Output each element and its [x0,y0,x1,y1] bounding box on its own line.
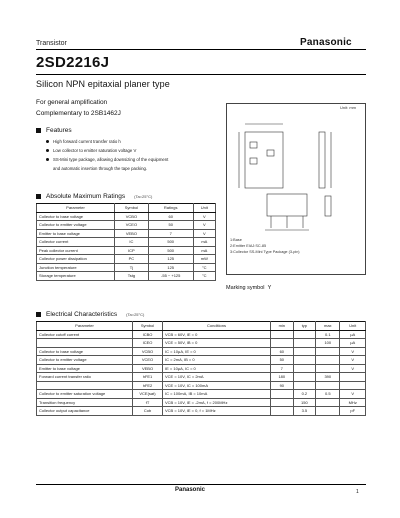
section-square-icon [36,194,41,199]
table-row: Collector output capacitance Cob VCB = 10V, IE = 0, f = 1MHz 3.5 pF [37,407,366,416]
application-line: For general amplification [36,99,108,106]
part-number: 2SD2216J [36,54,110,71]
table-row: Emitter to base voltage VEBO 7 V [37,229,216,238]
features-heading: Features [36,127,72,134]
col-ratings: Ratings [148,204,193,213]
table-row: Collector power dissipation PC 125 mW [37,255,216,264]
section-square-icon [36,128,41,133]
table-row: Collector to emitter saturation voltage VCE(sat) IC = 100mA, IB = 10mA 0.2 0.5 V [37,390,366,399]
table-row: Collector cutoff current ICBO VCB = 60V, IE = 0 0.1 μA [37,330,366,339]
title-rule [36,74,366,75]
features-list [46,137,168,173]
unit-label: Unit: mm [340,105,356,110]
col-min: min [271,322,294,331]
table-row: ICEO VCE = 50V, IB = 0 100 μA [37,339,366,348]
table-row: Peak collector current ICP 500 mA [37,246,216,255]
abs-max-table [36,203,216,281]
footer-brand-logo: Panasonic [175,487,206,493]
table-row: Collector to base voltage VCBO IC = 10μA, IE = 0 60 V [37,347,366,356]
page-number: 1 [356,489,359,495]
section-square-icon [36,312,41,317]
subtitle: Silicon NPN epitaxial planer type [36,79,170,89]
table-row: Storage temperature Tstg -55 ~ +125 °C [37,272,216,281]
table-row: Transition frequency fT VCB = 10V, IE = -2mA, f = 200MHz 150 MHz [37,398,366,407]
marking-symbol: Marking symbol Y [226,285,272,291]
complementary-line: Complementary to 2SB1462J [36,110,121,117]
table-row: Forward current transfer ratio hFE1 VCE = 10V, IC = 2mA 180 390 [37,373,366,382]
feature-item: SS-Mini type package, allowing downsizing of the equipment [46,155,168,164]
col-symbol: Symbol [133,322,163,331]
col-conditions: Conditions [163,322,271,331]
table-row: Emitter to base voltage VEBO IE = 10μA, IC = 0 7 V [37,364,366,373]
table-row: Collector to emitter voltage VCEO IC = 2mA, IB = 0 50 V [37,356,366,365]
col-parameter: Parameter [37,322,133,331]
feature-item: Low collector to emitter saturation voltage V [46,146,168,155]
electrical-table [36,321,366,416]
category-label: Transistor [36,40,67,47]
footer-rule [36,484,366,485]
abs-max-heading: Absolute Maximum Ratings (Ta=25°C) [36,193,152,200]
table-row: Collector current IC 500 mA [37,238,216,247]
table-row: Collector to emitter voltage VCEO 50 V [37,221,216,230]
table-row: Junction temperature Tj 125 °C [37,263,216,272]
col-max: max [316,322,340,331]
table-row: hFE2 VCE = 10V, IC = 100mA 90 [37,381,366,390]
electrical-heading: Electrical Characteristics (Ta=25°C) [36,311,144,318]
header-rule [36,49,366,50]
bullet-icon [46,158,49,161]
bullet-icon [46,140,49,143]
bullet-icon [46,149,49,152]
col-symbol: Symbol [115,204,149,213]
feature-item: High forward current transfer ratio h [46,137,168,146]
col-typ: typ [293,322,316,331]
col-unit: Unit [340,322,366,331]
col-unit: Unit [193,204,215,213]
col-parameter: Parameter [37,204,115,213]
package-notes: 1:Base 2:Emitter EIAJ:SC-85 3:Collector SS-Mini Type Package (3-pin) [230,238,300,254]
table-row: Collector to base voltage VCBO 60 V [37,212,216,221]
feature-item: and automatic insertion through the tape packing. [53,166,148,171]
brand-logo: Panasonic [300,37,352,48]
